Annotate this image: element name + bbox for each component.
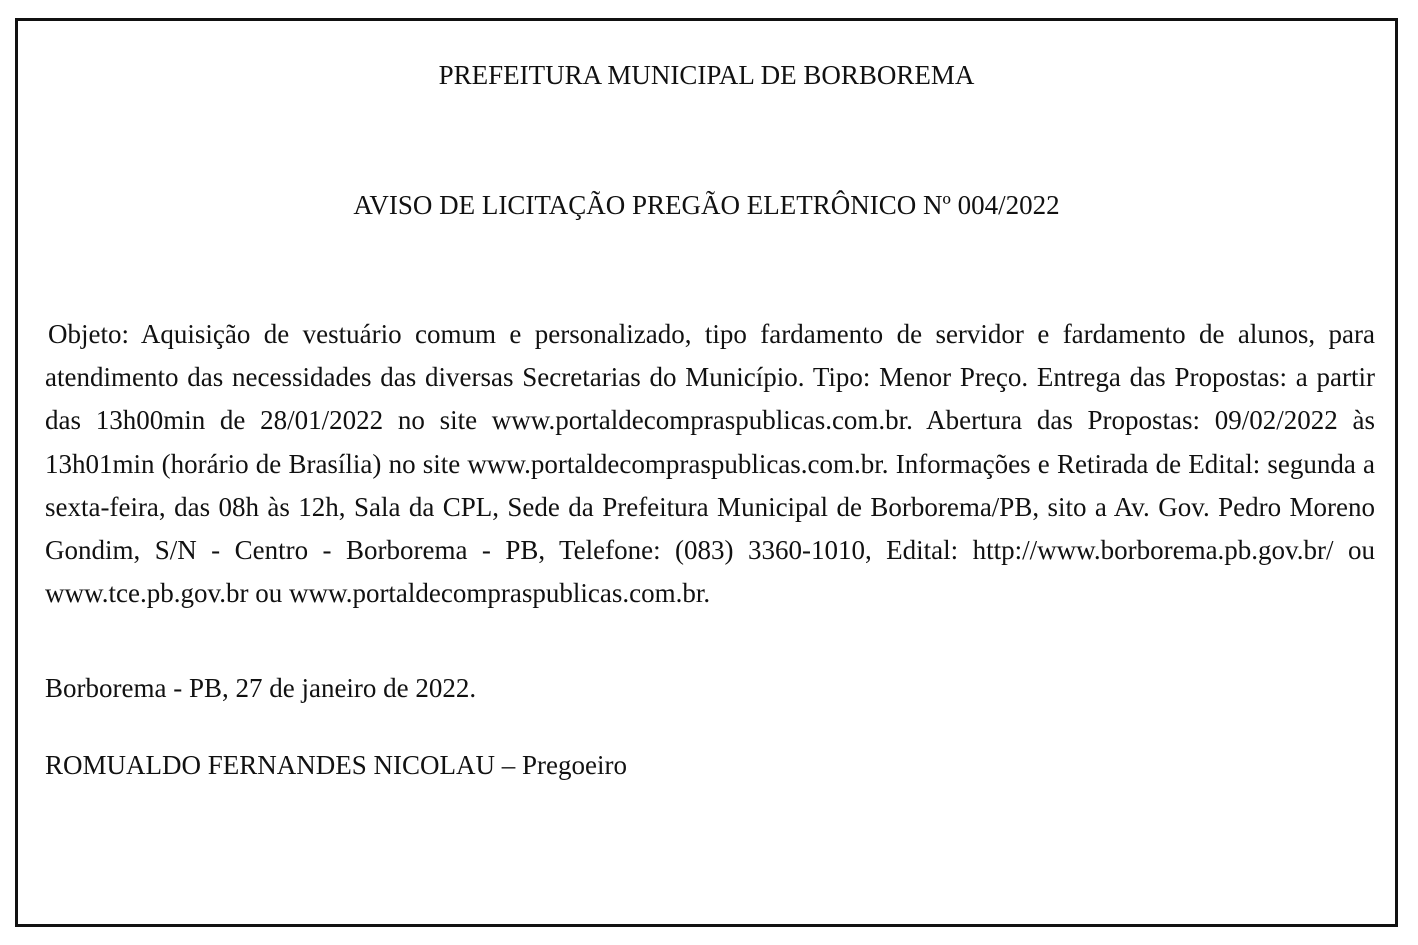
signatory-line: ROMUALDO FERNANDES NICOLAU – Pregoeiro xyxy=(45,750,627,780)
municipality-heading: PREFEITURA MUNICIPAL DE BORBOREMA xyxy=(438,60,975,90)
notice-title: AVISO DE LICITAÇÃO PREGÃO ELETRÔNICO Nº 004/2022 xyxy=(353,190,1060,220)
object-paragraph: Objeto: Aquisição de vestuário comum e personalizado, tipo fardamento de servidor e fardamento de alunos, para atendimento das necessidades das diversas Secretarias do Município. Tipo: Menor Preço. Entrega das Propostas: a partir das 13h00min de 28/01/2022 no site www.portaldecompraspublicas.com.br. Abertura das Propostas: 09/02/2022 às 13h01min (horário de Brasília) no site www.portaldecompraspublicas.com.br. Informações e Retirada de Edital: segunda a sexta-feira, das 08h às 12h, Sala da CPL, Sede da Prefeitura Municipal de Borborema/PB, sito a Av. Gov. Pedro Moreno Gondim, S/N - Centro - Borborema - PB, Telefone: (083) 3360-1010, Edital: http://www.borborema.pb.gov.br/ ou www.tce.pb.gov.br ou www.portaldecompraspublicas.com.br. xyxy=(45,319,1375,609)
place-date-line: Borborema - PB, 27 de janeiro de 2022. xyxy=(45,673,477,703)
notice-frame xyxy=(15,18,1398,927)
